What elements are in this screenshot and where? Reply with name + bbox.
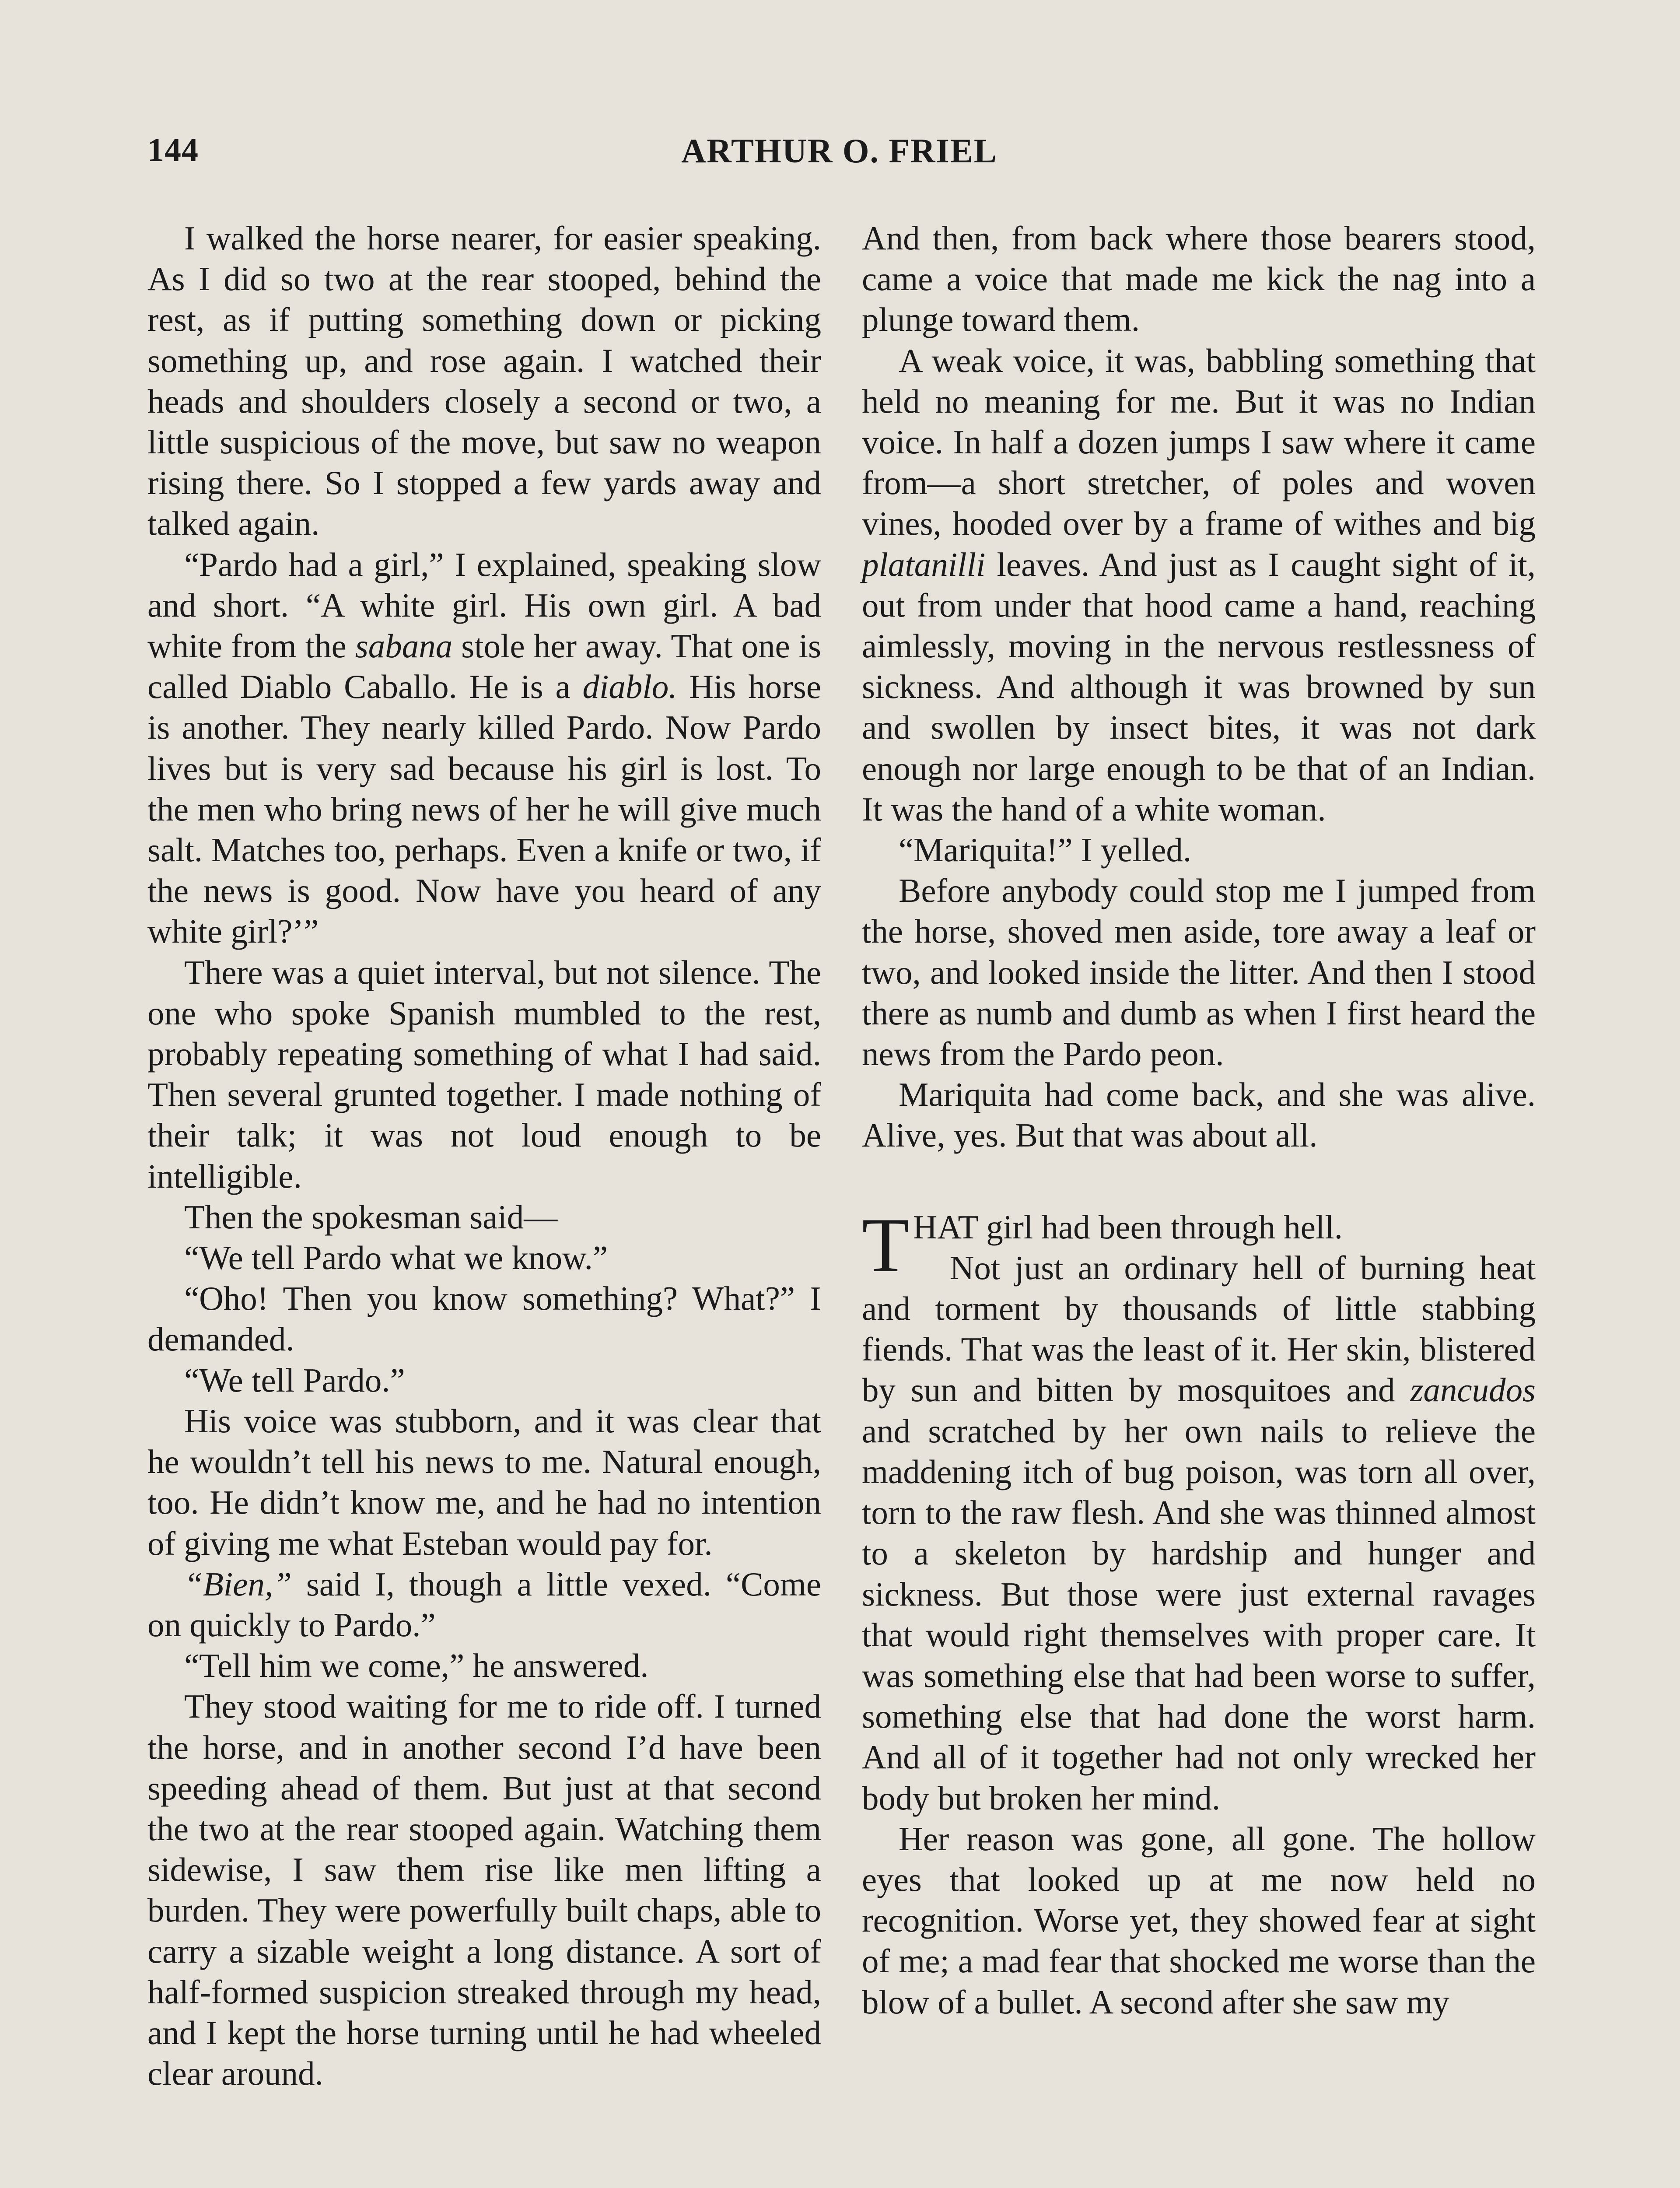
paragraph: Before anybody could stop me I jumped from the horse, shoved men aside, tore away a leaf or two, and looked inside the litter. And then I stood there as numb and dumb as when I first heard the news from the Pardo peon.: [862, 872, 1536, 1073]
page-number: 144: [147, 132, 199, 168]
paragraph-hell: Not just an ordinary hell of burning heat and torment by thousands of little stabbing fiends. That was the least of it. Her skin, blistered by sun and bitten by mosquitoes and zancudos and scratched by her own nails to relieve the maddening itch of bug poison, was torn all over, torn to the raw flesh. And she was thinned almost to a skeleton by hardship and hunger and sickness. But those were just external ravages that would right themselves with proper care. It was something else that had been worse to suffer, something else that had done the worst harm. And all of it together had not only wrecked her body but broken her mind.: [862, 1248, 1536, 1817]
drop-cap: T: [862, 1201, 910, 1288]
paragraph: And then, from back where those bearers stood, came a voice that made me kick the nag into a plunge toward them.: [862, 219, 1536, 339]
paragraph: They stood waiting for me to ride off. I turned the horse, and in another second I’d have been speeding ahead of them. But just at that second the two at the rear stooped again. Watching them sidewise, I saw them rise like men lifting a burden. They were powerfully built chaps, able to carry a sizable weight a long distance. A sort of half-formed suspicion streaked through my head, and I kept the horse turning until he had wheeled clear around.: [147, 1687, 821, 2093]
paragraph: “Mariquita!” I yelled.: [899, 831, 1192, 869]
paragraph: “We tell Pardo what we know.”: [184, 1239, 608, 1277]
paragraph: “Tell him we come,” he answered.: [184, 1647, 649, 1685]
author-title: ARTHUR O. FRIEL: [681, 132, 998, 170]
paragraph-weak-voice: A weak voice, it was, babbling something that held no meaning for me. But it was no Indian voice. In half a dozen jumps I saw where it came from—a short stretcher, of poles and woven vines, hooded over by a frame of withes and big platanilli leaves. And just as I caught sight of it, out from under that hood came a hand, reaching aimlessly, moving in the nervous restlessness of sickness. And although it was browned by sun and swollen by insect bites, it was not dark enough nor large enough to be that of an Indian. It was the hand of a white woman.: [862, 341, 1536, 828]
paragraph: I walked the horse nearer, for easier speaking. As I did so two at the rear stooped, behind the rest, as if putting something down or picking something up, and rose again. I watched their heads and shoulders closely a second or two, a little suspicious of the move, but saw no weapon rising there. So I stopped a few yards away and talked again.: [147, 219, 821, 543]
paragraph: His voice was stubborn, and it was clear that he wouldn’t tell his news to me. Natural enough, too. He didn’t know me, and he had no intention of giving me what Esteban would pay for.: [147, 1402, 821, 1562]
paragraph: “Oho! Then you know something? What?” I demanded.: [147, 1280, 821, 1358]
paragraph-bien: “Bien,” said I, though a little vexed. “Come on quickly to Pardo.”: [147, 1565, 821, 1644]
right-column: [862, 218, 1536, 2023]
running-head: [147, 127, 1531, 175]
paragraph: Mariquita had come back, and she was alive. Alive, yes. But that was about all.: [862, 1076, 1536, 1154]
paragraph: There was a quiet interval, but not silence. The one who spoke Spanish mumbled to the rest, probably repeating something of what I had said. Then several grunted together. I made nothing of their talk; it was not loud enough to be intelligible.: [147, 953, 821, 1195]
section-break: [862, 1156, 1536, 1207]
paragraph: Then the spokesman said—: [184, 1198, 558, 1236]
paragraph: “We tell Pardo.”: [184, 1361, 405, 1399]
left-column: [147, 218, 821, 2094]
paragraph: Her reason was gone, all gone. The hollow eyes that looked up at me now held no recognition. Worse yet, they showed fear at sight of me; a mad fear that shocked me worse than the blow of a bullet. A second after she saw my: [862, 1820, 1536, 2021]
paragraph-pardo-girl: “Pardo had a girl,” I explained, speaking slow and short. “A white girl. His own girl. A bad white from the sabana stole her away. That one is called Diablo Caballo. He is a diablo. His horse is another. They nearly killed Pardo. Now Pardo lives but is very sad because his girl is lost. To the men who bring news of her he will give much salt. Matches too, perhaps. Even a knife or two, if the news is good. Now have you heard of any white girl?’”: [147, 545, 821, 950]
paragraph-section-open: THAT girl had been through hell.: [862, 1201, 1343, 1288]
